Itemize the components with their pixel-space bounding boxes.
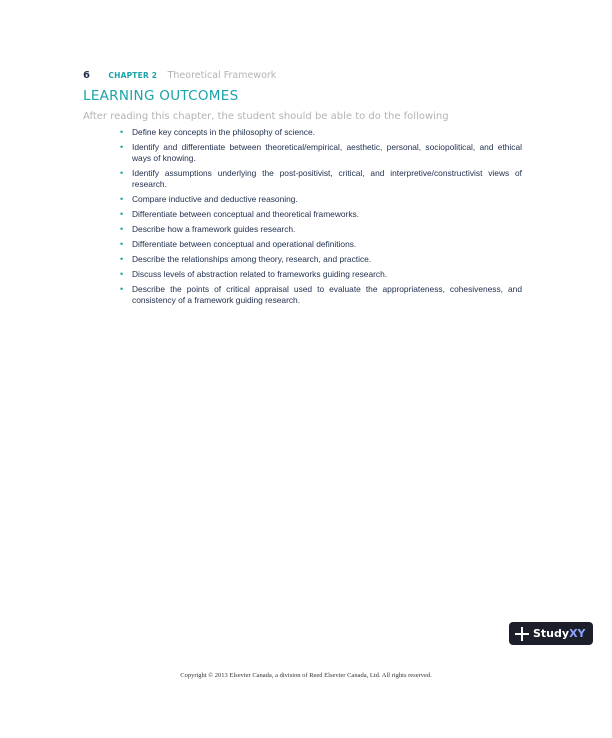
list-item — [120, 194, 522, 205]
list-item — [120, 239, 522, 250]
bullet-icon: • — [120, 239, 124, 249]
list-item — [120, 168, 522, 190]
chapter-label: CHAPTER 2 — [108, 71, 158, 80]
outcome-text: Describe the points of critical appraisal used to evaluate the appropriateness, cohesiveness, and consistency of a framework guiding research. — [132, 284, 522, 305]
outcome-text: Describe the relationships among theory, research, and practice. — [132, 254, 372, 264]
bullet-icon: • — [120, 142, 124, 152]
bullet-icon: • — [120, 224, 124, 234]
bullet-icon: • — [120, 127, 124, 137]
learning-outcomes-list — [120, 127, 522, 310]
bullet-icon: • — [120, 209, 124, 219]
outcome-text: Differentiate between conceptual and operational definitions. — [132, 239, 357, 249]
outcome-text: Describe how a framework guides research. — [132, 224, 296, 234]
outcome-text: Identify and differentiate between theoretical/empirical, aesthetic, personal, sociopolitical, and ethical ways of knowing. — [132, 142, 522, 163]
brand-main: Study — [533, 627, 570, 640]
studyxy-watermark[interactable] — [509, 622, 593, 645]
brand-accent: XY — [569, 627, 586, 640]
list-item — [120, 209, 522, 220]
bullet-icon: • — [120, 194, 124, 204]
outcome-text: Differentiate between conceptual and theoretical frameworks. — [132, 209, 360, 219]
bullet-icon: • — [120, 284, 124, 294]
bullet-icon: • — [120, 269, 124, 279]
outcome-text: Compare inductive and deductive reasoning. — [132, 194, 298, 204]
list-item — [120, 142, 522, 164]
outcome-text: Identify assumptions underlying the post-positivist, critical, and interpretive/constructivist views of research. — [132, 168, 522, 189]
outcome-text: Discuss levels of abstraction related to frameworks guiding research. — [132, 269, 388, 279]
intro-text: After reading this chapter, the student should be able to do the following — [83, 111, 449, 122]
chapter-title: Theoretical Framework — [167, 70, 277, 81]
bullet-icon: • — [120, 254, 124, 264]
list-item — [120, 269, 522, 280]
list-item — [120, 284, 522, 306]
list-item — [120, 254, 522, 265]
plus-icon — [515, 627, 529, 641]
list-item — [120, 127, 522, 138]
list-item — [120, 224, 522, 235]
copyright-footer: Copyright © 2013 Elsevier Canada, a division of Reed Elsevier Canada, Ltd. All rights reserved. — [180, 672, 432, 679]
outcome-text: Define key concepts in the philosophy of science. — [132, 127, 315, 137]
bullet-icon: • — [120, 168, 124, 178]
brand-name — [533, 627, 586, 640]
section-heading: LEARNING OUTCOMES — [83, 88, 239, 104]
running-header — [83, 65, 276, 83]
page-number: 6 — [83, 70, 90, 81]
